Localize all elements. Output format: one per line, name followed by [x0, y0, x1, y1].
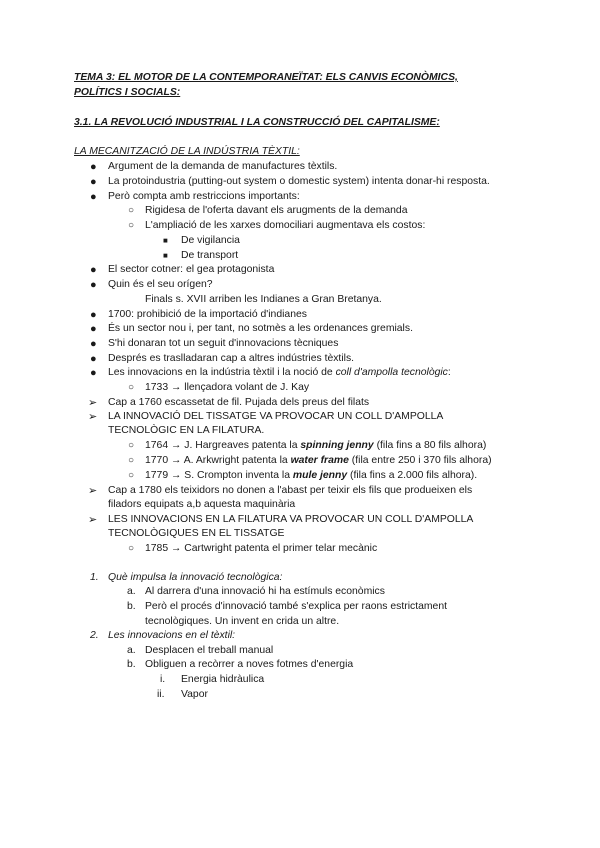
circle-bullet-icon: ○ — [128, 440, 135, 451]
list-item: LA INNOVACIÓ DEL TISSATGE VA PROVOCAR UN COLL D'AMPOLLA — [108, 411, 444, 422]
subsection-title: LA MECANITZACIÓ DE LA INDÚSTRIA TÈXTIL: — [74, 146, 300, 157]
list-item: És un sector nou i, per tant, no sotmès a les ordenances gremials. — [108, 323, 413, 334]
list-item: 1733 → llençadora volant de J. Kay — [145, 382, 310, 393]
list-item-text: (fila entre 250 i 370 fils alhora) — [348, 455, 492, 466]
circle-bullet-icon: ○ — [128, 455, 135, 466]
sub-sub-item: Energia hidràulica — [181, 674, 265, 685]
bullet-icon: ● — [90, 191, 97, 203]
list-item: La protoindustria (putting-out system o domestic system) intenta donar-hi resposta. — [108, 176, 490, 187]
list-item: Argument de la demanda de manufactures tèxtils. — [108, 161, 338, 172]
list-item — [145, 439, 486, 454]
bullet-icon: ● — [90, 264, 97, 276]
square-bullet-icon: ■ — [163, 236, 168, 245]
roman-numeral: i. — [160, 674, 166, 685]
invention-name: mule jenny — [292, 470, 348, 481]
list-item-text: 1764 → J. Hargreaves patenta la — [145, 440, 301, 451]
bullet-icon: ● — [90, 367, 97, 379]
list-item-text: Les innovacions en la indústria tèxtil i la noció de — [108, 367, 336, 378]
list-item-continued: TECNOLÒGIC EN LA FILATURA. — [108, 425, 265, 436]
invention-name: spinning jenny — [300, 440, 374, 451]
list-item: 1785 → Cartwright patenta el primer telar mecànic — [145, 543, 378, 554]
circle-bullet-icon: ○ — [128, 470, 135, 481]
arrow-bullet-icon: ➢ — [88, 397, 98, 409]
list-note: Finals s. XVII arriben les Indianes a Gran Bretanya. — [145, 294, 382, 305]
circle-bullet-icon: ○ — [128, 382, 135, 393]
list-item: Rigidesa de l'oferta davant els arugments de la demanda — [145, 205, 408, 216]
title-line-2: POLÍTICS I SOCIALS: — [74, 87, 181, 98]
title-line-1: TEMA 3: EL MOTOR DE LA CONTEMPORANEÏTAT: ELS CANVIS ECONÒMICS, — [74, 72, 458, 83]
bullet-icon: ● — [90, 161, 97, 173]
arrow-bullet-icon: ➢ — [88, 485, 98, 497]
list-item-text: 1779 → S. Crompton inventa la — [145, 470, 293, 481]
list-item: Però compta amb restriccions importants: — [108, 191, 300, 202]
arrow-bullet-icon: ➢ — [88, 411, 98, 423]
roman-numeral: ii. — [157, 689, 165, 700]
list-item-text: (fila fins a 80 fils alhora) — [373, 440, 487, 451]
invention-name: water frame — [290, 455, 349, 466]
sub-item-letter: a. — [127, 645, 136, 656]
bullet-icon: ● — [90, 353, 97, 365]
list-item: De vigilancia — [181, 235, 240, 246]
list-item-text: 1770 → A. Arkwright patenta la — [145, 455, 291, 466]
circle-bullet-icon: ○ — [128, 543, 135, 554]
sub-item: Però el procés d'innovació també s'explica per raons estrictament — [145, 601, 447, 612]
bullet-icon: ● — [90, 338, 97, 350]
sub-item: Desplacen el treball manual — [145, 645, 274, 656]
bullet-icon: ● — [90, 279, 97, 291]
circle-bullet-icon: ○ — [128, 220, 135, 231]
sub-item-continued: tecnològiques. Un invent en crida un altre. — [145, 616, 340, 627]
list-item: 1700: prohibició de la importació d'indianes — [108, 309, 307, 320]
bullet-icon: ● — [90, 323, 97, 335]
list-item — [145, 454, 492, 469]
sub-item-letter: a. — [127, 586, 136, 597]
list-item: Quin és el seu orígen? — [108, 279, 213, 290]
list-item: Cap a 1780 els teixidors no donen a l'abast per teixir els fils que produeixen els — [108, 485, 473, 496]
list-item: De transport — [181, 250, 239, 261]
list-item: El sector cotner: el gea protagonista — [108, 264, 275, 275]
bullet-icon: ● — [90, 309, 97, 321]
question-number: 1. — [90, 572, 99, 583]
arrow-bullet-icon: ➢ — [88, 514, 98, 526]
list-item: L'ampliació de les xarxes domociliari augmentava els costos: — [145, 220, 426, 231]
list-item-emphasis: coll d'ampolla tecnològic — [335, 367, 448, 378]
circle-bullet-icon: ○ — [128, 205, 135, 216]
sub-sub-item: Vapor — [181, 689, 208, 700]
question-number: 2. — [90, 630, 99, 641]
bullet-icon: ● — [90, 176, 97, 188]
list-item: LES INNOVACIONS EN LA FILATURA VA PROVOCAR UN COLL D'AMPOLLA — [108, 514, 474, 525]
list-item-text: : — [447, 367, 451, 378]
list-item: S'hi donaran tot un seguit d'innovacions tècniques — [108, 338, 339, 349]
list-item-text: (fila fins a 2.000 fils alhora). — [347, 470, 478, 481]
list-item: Cap a 1760 escassetat de fil. Pujada dels preus del filats — [108, 397, 370, 408]
section-heading: 3.1. LA REVOLUCIÓ INDUSTRIAL I LA CONSTRUCCIÓ DEL CAPITALISME: — [74, 117, 440, 128]
question-title: Les innovacions en el tèxtil: — [108, 630, 236, 641]
list-item — [145, 469, 477, 484]
square-bullet-icon: ■ — [163, 251, 168, 260]
list-item: Després es traslladaran cap a altres indústries tèxtils. — [108, 353, 355, 364]
list-item-continued: filadors equipats a,b aquesta maquinària — [108, 499, 296, 510]
question-title: Què impulsa la innovació tecnològica: — [108, 572, 283, 583]
list-item — [108, 366, 451, 381]
list-item-continued: TECNOLÒGIQUES EN EL TISSATGE — [108, 528, 285, 539]
sub-item-letter: b. — [127, 659, 136, 670]
sub-item: Obliguen a recòrrer a noves fotmes d'energia — [145, 659, 354, 670]
sub-item-letter: b. — [127, 601, 136, 612]
sub-item: Al darrera d'una innovació hi ha estímuls econòmics — [145, 586, 385, 597]
